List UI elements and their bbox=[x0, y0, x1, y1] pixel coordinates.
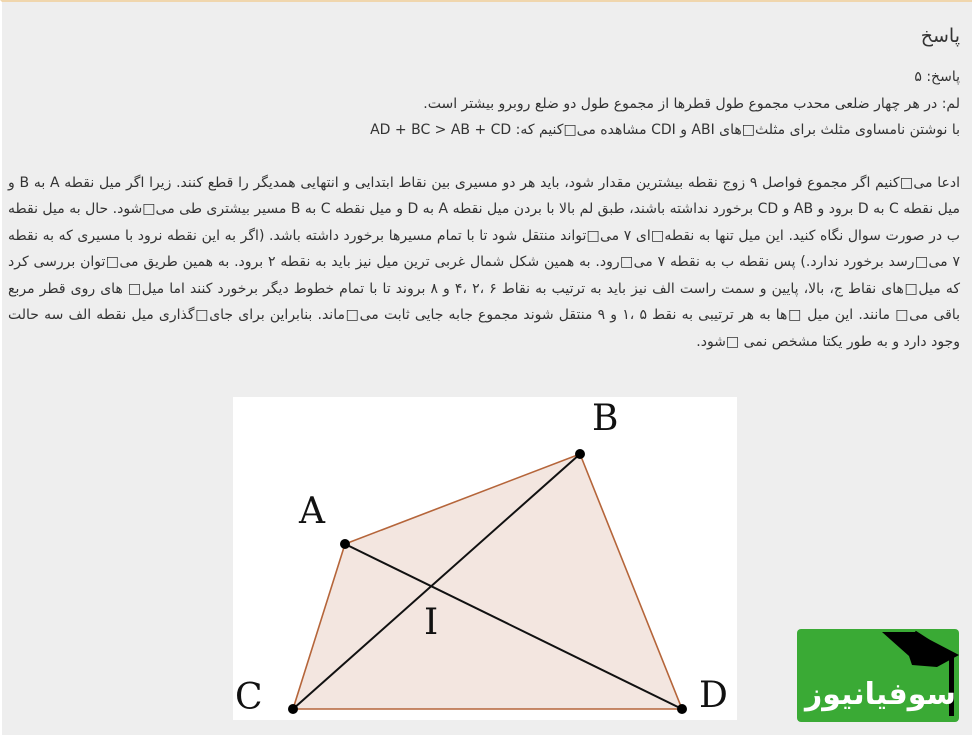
label-b: B bbox=[592, 398, 619, 439]
point-d bbox=[677, 704, 687, 714]
proof-paragraph: ادعا می□کنیم اگر مجموع فواصل ۹ زوج نقطه بیشترین مقدار شود، باید هر دو مسیری بین نقاط ابتدایی و انتهایی همدیگر را قطع کنند. زیرا اگر میل نقطه A به B و میل نقطه C به D برود و AB و CD برخورد نداشته باشند، طبق لم بالا با بردن میل نقطه A به D و میل نقطه C به B مسیر بیشتری طی می□شود. حال به میل نقطه ب در صورت سوال نگاه کنید. این میل تنها به نقطه□ای ۷ می□تواند منتقل شود تا با تمام مسیرها برخورد داشته باشد. (اگر به این نقطه نرود با مسیری که به نقطه ۷ می□رسد برخورد ندارد.) پس نقطه ب به نقطه ۷ می□رود. به همین شکل شمال غربی ترین میل نیز باید به نقطه ۲ برود. به همین طریق می□توان بررسی کرد که میل□های نقاط ج، بالا، پایین و سمت راست الف نیز باید به ترتیب به نقاط ۶ ،۲ ،۴ و ۸ بروند تا با تمام خطوط دیگر برخورد کنند اما میل□ های روی قطر مربع باقی می□ مانند. این میل □ها به هر ترتیبی به نقط ۵ ،۱ و ۹ منتقل شوند مجموع جابه جایی ثابت می□ماند. بنابراین برای جای□گذاری میل نقطه الف سه حالت وجود دارد و به طور یکتا مشخص نمی □شود. bbox=[8, 174, 960, 350]
logo-text: سوفیانیوز bbox=[805, 677, 957, 712]
point-c bbox=[288, 704, 298, 714]
triangle-inequality-line: با نوشتن نامساوی مثلث برای مثلث□های ABI و CDI مشاهده می□کنیم که: AD + BC > AB + CD bbox=[370, 122, 960, 138]
answer-line: پاسخ: ۵ bbox=[914, 69, 960, 85]
point-a bbox=[340, 539, 350, 549]
sofianews-logo[interactable] bbox=[797, 629, 959, 722]
label-a: A bbox=[299, 491, 325, 532]
label-d: D bbox=[699, 675, 728, 716]
label-c: C bbox=[235, 677, 263, 718]
answer-content bbox=[8, 22, 962, 355]
point-b bbox=[575, 449, 585, 459]
lemma-line: لم: در هر چهار ضلعی محدب مجموع طول قطرها از مجموع طول دو ضلع روبرو بیشتر است. bbox=[423, 95, 960, 112]
section-heading: پاسخ bbox=[920, 25, 960, 47]
quadrilateral-svg bbox=[233, 397, 737, 720]
label-i: I bbox=[424, 602, 439, 643]
quadrilateral-diagram bbox=[233, 397, 737, 720]
quadrilateral-shape bbox=[293, 454, 682, 709]
